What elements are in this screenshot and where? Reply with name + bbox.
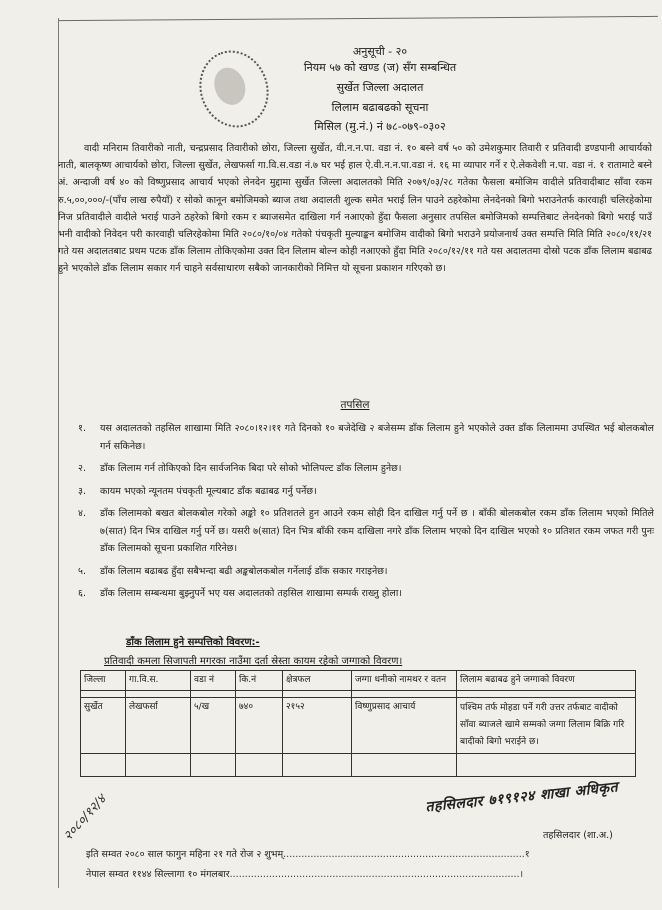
footer-nepal-sambat-line: नेपाल सम्वत ११४४ सिल्लागा १० मंगलबार................................................................................................। xyxy=(86,869,524,880)
condition-item: ५. डाँक लिलाम बढाबढ हुँदा सबैभन्दा बढी अङ्कबोलकबोल गर्नेलाई डाँक सकार गराइनेछ। xyxy=(78,565,388,577)
schedule-number: अनुसूची - २० xyxy=(352,45,408,58)
tapsil-heading: तपसिल xyxy=(340,399,370,411)
land-details-table xyxy=(80,670,636,777)
condition-item: ६. डाँक लिलाम सम्बन्धमा बुझ्नुपर्ने भए यस अदालतको तहसिल शाखामा सम्पर्क राख्नु होला। xyxy=(78,588,402,599)
condition-item: ४. डाँक लिलामको बखत बोलकबोल गरेको अङ्को १० प्रतिशतले हुन आउने रकम सोही दिन दाखिल गर्नु पर्ने छ । बाँकी बोलकबोल रकम डाँक लिलाम भएको मितिले ७(सात) दिन भित्र दाखिल गर्नु पर्ने छ। यसरी ७(सात) दिन भित्र बाँकी रकम दाखिला नगरे डाँक लिलाम भएको दिन दाखिल भएको १० प्रतिशत रकम जफत गरी पुनः डाँक लिलामको सूचना प्रकाशित गरिनेछ। xyxy=(78,508,654,554)
col-district: जिल्ला xyxy=(81,671,126,691)
conditions-list xyxy=(72,420,654,608)
footer-date-line: इति सम्वत २०८० साल फागुन महिना २१ गते रोज २ शुभम्................................................................................१ xyxy=(86,849,530,860)
col-vdc: गा.वि.स. xyxy=(126,671,191,691)
margin-handwritten-note: २०८०/१२/४ xyxy=(60,792,110,844)
condition-item: १. यस अदालतको तहसिल शाखामा मिति २०८०।१२।११ गते दिनको १० बजेदेखि २ बजेसम्म डाँक लिलाम हुने भएकोले उक्त डाँक लिलाममा उपस्थित भई बोलकबोल गर्न सकिनेछ। xyxy=(78,423,654,452)
table-header-row xyxy=(81,671,636,691)
paper-edge-top xyxy=(58,16,658,21)
col-owner: जग्गा धनीको नामथर र वतन xyxy=(352,671,457,691)
signatory-title: तहसिलदार (शा.अ.) xyxy=(543,830,613,841)
assets-subheading: प्रतिवादी कमला सिजापती मगरका नाउँमा दर्ता स्रेस्ता कायम रहेको जग्गाको विवरण। xyxy=(104,656,403,667)
notice-paragraph: वादी मनिराम तिवारीको नाती, चन्द्रप्रसाद तिवारीको छोरा, जिल्ला सुर्खेत, वी.न.न.पा. वडा नं. १० बस्ने वर्ष ५० को उमेशकुमार तिवारी र प्रतिवादी डण्डपानी आचार्यको नाती, बालकृष्ण आचार्यको छोरा, जिल्ला सुर्खेत, लेखफर्सा गा.वि.स.वडा नं.७ घर भई हाल ऐ.वी.न.न.पा.वडा नं. १६ मा व्यापार गर्ने र ऐ.लेकवेशी न.पा. वडा नं. १ रातामाटे बस्ने अं. अन्दाजी वर्ष ४० को विष्णुप्रसाद आचार्य भएको लेनदेन मुद्दामा सुर्खेत जिल्ला अदालतको मिति २०७९/०३/२८ गतेका फैसला बमोजिम वादीले प्रतिवादीबाट साँवा रकम रु.५,००,०००/-(पाँच लाख रुपैयाँ) र सोको कानून बमोजिमको ब्याज तथा अदालती शुल्क समेत भराई लिन पाउने ठहरेकोमा लेनदेनको बिगो भराउनेतर्फ कारवाही चलिरहेकोमा निज प्रतिवादीले वादीले भराई पाउने ठहरेको बिगो रकम र ब्याजसमेत दाखिला गर्न नआएको हुँदा फैसला अनुसार तपसिल बमोजिमको सम्पत्तिबाट लेनदेनको बिगो भराई पाउँ भनी वादीको निवेदन परी कारवाही चलिरहेकोमा मिति २०८०/१०/०४ गतेको पंचकृती मुल्याङ्कन बमोजिम वादीको बिगो भराउने प्रयोजनार्थ उक्त सम्पत्ति मिति मिति २०८०/११/२१ गते यस अदालतबाट प्रथम पटक डाँक लिलाम तोकिएकोमा उक्त दिन लिलाम बोल्न कोही नआएको हुँदा मिति २०८०/१२/११ गते यस अदालतमा दोस्रो पटक डाँक लिलाम बढाबढ हुने भएकोले डाँक लिलाम सकार गर्न चाहने सर्वसाधारण सबैको जानकारीको निमित्त यो सूचना प्रकाशन गरिएको छ। xyxy=(58,143,652,275)
table-spacer-row xyxy=(81,691,636,698)
case-number: मिसिल (मु.नं.) नं ७८-०७९-०३०२ xyxy=(314,120,446,133)
handwritten-signature: तहसिलदार ७१९१२४ शाखा अधिकृत xyxy=(424,779,619,816)
rule-reference: नियम ५७ को खण्ड (ज) सँग सम्बन्धित xyxy=(303,61,457,74)
condition-item: २. डाँक लिलाम गर्न तोकिएको दिन सार्वजनिक बिदा परे सोको भोलिपल्ट डाँक लिलाम हुनेछ। xyxy=(78,463,402,474)
court-name: सुर्खेत जिल्ला अदालत xyxy=(336,81,424,94)
col-area: क्षेत्रफल xyxy=(283,671,352,691)
table-spacer-row xyxy=(81,754,636,777)
assets-heading: डाँक लिलाम हुने सम्पत्तिको विवरण:- xyxy=(126,637,260,648)
notice-title: लिलाम बढाबढको सूचना xyxy=(331,101,429,114)
col-plot: कि.नं xyxy=(236,671,283,691)
col-ward: वडा नं xyxy=(191,671,236,691)
table-row: सुर्खेत लेखफर्सा ५/ख ७४० २१५२ विष्णुप्रसाद आचार्य पश्चिम तर्फ मोहडा पर्ने गरी उत्तर तर्फबाट वादीको साँवा ब्याजले खामे सम्मको जग्गा लिलाम बिक्रि गरि बादीको बिगो भराईने छ। xyxy=(81,698,636,754)
condition-item: ३. कायम भएको न्यूनतम पंचकृती मूल्यबाट डाँक बढाबढ गर्नु पर्नेछ। xyxy=(78,485,317,497)
col-land-description: लिलाम बढाबढ हुने जग्गाको विवरण xyxy=(457,671,636,691)
